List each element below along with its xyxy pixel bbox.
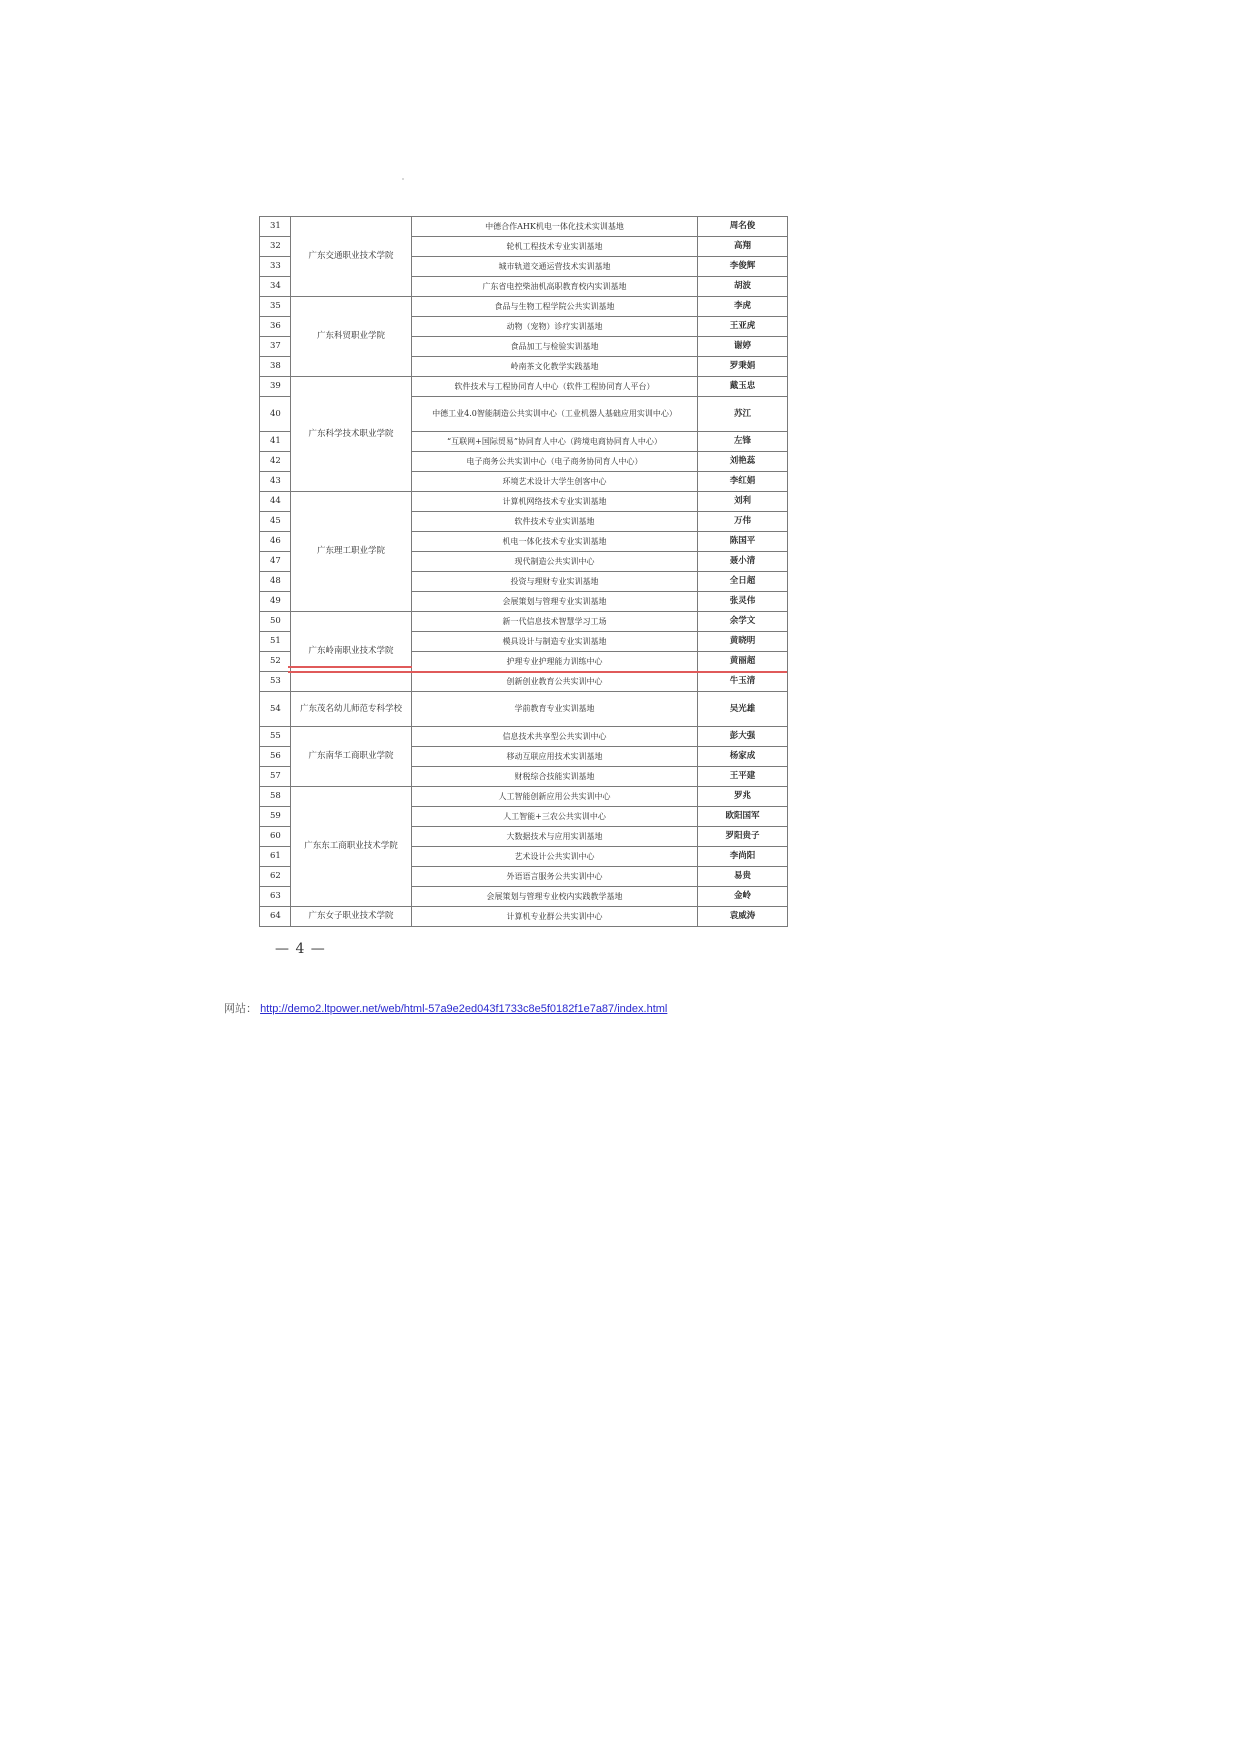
base-name: 会展策划与管理专业校内实践教学基地 xyxy=(412,887,698,907)
base-name: 软件技术与工程协同育人中心（软件工程协同育人平台） xyxy=(412,377,698,397)
red-annotation-line-left xyxy=(288,666,412,668)
base-name: 软件技术专业实训基地 xyxy=(412,512,698,532)
row-number: 35 xyxy=(260,297,291,317)
base-name: 轮机工程技术专业实训基地 xyxy=(412,237,698,257)
person-name: 李俊辉 xyxy=(698,257,788,277)
row-number: 64 xyxy=(260,907,291,927)
table-row xyxy=(260,377,788,397)
table-row xyxy=(260,692,788,727)
row-number: 56 xyxy=(260,747,291,767)
person-name: 高翔 xyxy=(698,237,788,257)
person-name: 胡波 xyxy=(698,277,788,297)
base-name: 移动互联应用技术实训基地 xyxy=(412,747,698,767)
row-number: 43 xyxy=(260,472,291,492)
row-number: 46 xyxy=(260,532,291,552)
table-row xyxy=(260,217,788,237)
person-name: 万伟 xyxy=(698,512,788,532)
row-number: 55 xyxy=(260,727,291,747)
person-name: 王亚虎 xyxy=(698,317,788,337)
row-number: 59 xyxy=(260,807,291,827)
row-number: 51 xyxy=(260,632,291,652)
base-name: 计算机专业群公共实训中心 xyxy=(412,907,698,927)
base-name: 食品加工与检验实训基地 xyxy=(412,337,698,357)
base-name: 模具设计与制造专业实训基地 xyxy=(412,632,698,652)
person-name: 罗兆 xyxy=(698,787,788,807)
base-name: 新一代信息技术智慧学习工场 xyxy=(412,612,698,632)
base-name: 人工智能+三农公共实训中心 xyxy=(412,807,698,827)
person-name: 戴玉忠 xyxy=(698,377,788,397)
person-name: 罗秉娟 xyxy=(698,357,788,377)
person-name: 黄丽超 xyxy=(698,652,788,672)
table-row xyxy=(260,787,788,807)
base-name: 投资与理财专业实训基地 xyxy=(412,572,698,592)
school-name: 广东茂名幼儿师范专科学校 xyxy=(291,692,412,727)
row-number: 60 xyxy=(260,827,291,847)
person-name: 罗阳贵子 xyxy=(698,827,788,847)
row-number: 40 xyxy=(260,397,291,432)
school-name: 广东科学技术职业学院 xyxy=(291,377,412,492)
school-name: 广东南华工商职业学院 xyxy=(291,727,412,787)
person-name: 陈国平 xyxy=(698,532,788,552)
person-name: 谢婷 xyxy=(698,337,788,357)
row-number: 44 xyxy=(260,492,291,512)
person-name: 李虎 xyxy=(698,297,788,317)
person-name: 欧阳国军 xyxy=(698,807,788,827)
base-name: 电子商务公共实训中心（电子商务协同育人中心） xyxy=(412,452,698,472)
row-number: 58 xyxy=(260,787,291,807)
training-base-table xyxy=(259,216,788,927)
footer xyxy=(224,1000,667,1016)
base-name: 食品与生物工程学院公共实训基地 xyxy=(412,297,698,317)
footer-url-link[interactable]: http://demo2.ltpower.net/web/html-57a9e2ed043f1733c8e5f0182f1e7a87/index.html xyxy=(260,1003,668,1015)
base-name: 大数据技术与应用实训基地 xyxy=(412,827,698,847)
school-name: 广东东工商职业技术学院 xyxy=(291,787,412,907)
base-name: 机电一体化技术专业实训基地 xyxy=(412,532,698,552)
person-name: 李尚阳 xyxy=(698,847,788,867)
row-number: 53 xyxy=(260,672,291,692)
table-row xyxy=(260,907,788,927)
base-name: 城市轨道交通运营技术实训基地 xyxy=(412,257,698,277)
school-name: 广东岭南职业技术学院 xyxy=(291,612,412,692)
page-number: — 4 — xyxy=(275,941,326,957)
base-name: 计算机网络技术专业实训基地 xyxy=(412,492,698,512)
person-name: 全日超 xyxy=(698,572,788,592)
scan-speck xyxy=(402,178,404,180)
base-name: 动物（宠物）诊疗实训基地 xyxy=(412,317,698,337)
person-name: 金岭 xyxy=(698,887,788,907)
red-annotation-line xyxy=(288,671,787,673)
row-number: 52 xyxy=(260,652,291,672)
row-number: 31 xyxy=(260,217,291,237)
person-name: 左锋 xyxy=(698,432,788,452)
row-number: 57 xyxy=(260,767,291,787)
school-name: 广东理工职业学院 xyxy=(291,492,412,612)
base-name: 人工智能创新应用公共实训中心 xyxy=(412,787,698,807)
row-number: 37 xyxy=(260,337,291,357)
person-name: 余学文 xyxy=(698,612,788,632)
base-name: 创新创业教育公共实训中心 xyxy=(412,672,698,692)
table-row xyxy=(260,612,788,632)
row-number: 45 xyxy=(260,512,291,532)
table-row xyxy=(260,727,788,747)
person-name: 黄晓明 xyxy=(698,632,788,652)
person-name: 聂小清 xyxy=(698,552,788,572)
row-number: 63 xyxy=(260,887,291,907)
row-number: 62 xyxy=(260,867,291,887)
person-name: 易贵 xyxy=(698,867,788,887)
school-name: 广东科贸职业学院 xyxy=(291,297,412,377)
row-number: 48 xyxy=(260,572,291,592)
base-name: 外语语言服务公共实训中心 xyxy=(412,867,698,887)
row-number: 50 xyxy=(260,612,291,632)
base-name: 现代制造公共实训中心 xyxy=(412,552,698,572)
base-name: “互联网+国际贸易”协同育人中心（跨境电商协同育人中心） xyxy=(412,432,698,452)
table-row xyxy=(260,492,788,512)
base-name: 财税综合技能实训基地 xyxy=(412,767,698,787)
base-name: 中德工业4.0智能制造公共实训中心（工业机器人基础应用实训中心） xyxy=(412,397,698,432)
person-name: 刘利 xyxy=(698,492,788,512)
person-name: 王平建 xyxy=(698,767,788,787)
row-number: 41 xyxy=(260,432,291,452)
row-number: 38 xyxy=(260,357,291,377)
person-name: 彭大强 xyxy=(698,727,788,747)
row-number: 33 xyxy=(260,257,291,277)
row-number: 39 xyxy=(260,377,291,397)
base-name: 会展策划与管理专业实训基地 xyxy=(412,592,698,612)
base-name: 环境艺术设计大学生创客中心 xyxy=(412,472,698,492)
school-name: 广东女子职业技术学院 xyxy=(291,907,412,927)
person-name: 吴光雄 xyxy=(698,692,788,727)
row-number: 47 xyxy=(260,552,291,572)
base-name: 广东省电控柴油机高职教育校内实训基地 xyxy=(412,277,698,297)
person-name: 苏江 xyxy=(698,397,788,432)
base-name: 艺术设计公共实训中心 xyxy=(412,847,698,867)
person-name: 杨家成 xyxy=(698,747,788,767)
base-name: 中德合作AHK机电一体化技术实训基地 xyxy=(412,217,698,237)
row-number: 49 xyxy=(260,592,291,612)
row-number: 54 xyxy=(260,692,291,727)
row-number: 61 xyxy=(260,847,291,867)
base-name: 信息技术共享型公共实训中心 xyxy=(412,727,698,747)
person-name: 李红娟 xyxy=(698,472,788,492)
base-name: 护理专业护理能力训练中心 xyxy=(412,652,698,672)
person-name: 张灵伟 xyxy=(698,592,788,612)
base-name: 岭南茶文化教学实践基地 xyxy=(412,357,698,377)
person-name: 牛玉清 xyxy=(698,672,788,692)
person-name: 刘艳蕊 xyxy=(698,452,788,472)
person-name: 周名俊 xyxy=(698,217,788,237)
footer-label: 网站： xyxy=(224,1003,257,1015)
row-number: 34 xyxy=(260,277,291,297)
person-name: 袁威涛 xyxy=(698,907,788,927)
base-name: 学前教育专业实训基地 xyxy=(412,692,698,727)
row-number: 36 xyxy=(260,317,291,337)
row-number: 42 xyxy=(260,452,291,472)
table-row xyxy=(260,297,788,317)
row-number: 32 xyxy=(260,237,291,257)
school-name: 广东交通职业技术学院 xyxy=(291,217,412,297)
